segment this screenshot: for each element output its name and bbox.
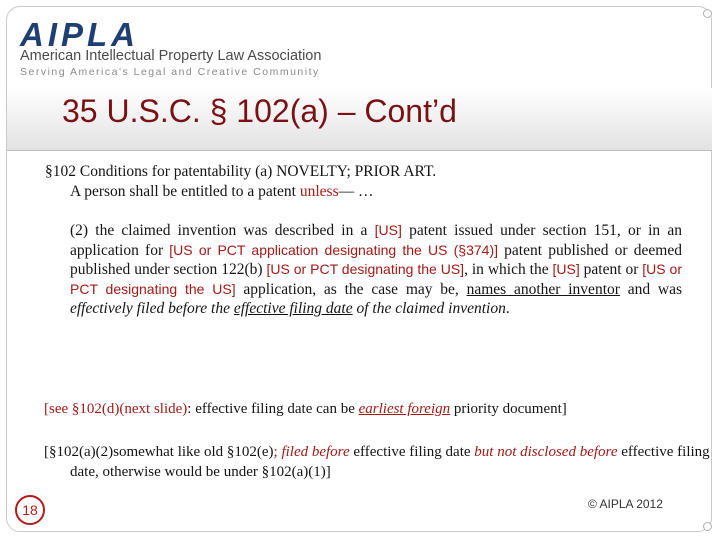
statute-heading: §102 Conditions for patentability (a) NOVELTY; PRIOR ART. (45, 163, 437, 180)
corner-dot-bottom-right (703, 522, 712, 531)
clause-text: patent or (579, 261, 643, 279)
bracket-insert: [US] (552, 261, 580, 278)
clause-period: . (505, 300, 510, 318)
note-text: effective filing date, otherwise would be under §102(a)(1)] (70, 444, 710, 480)
bracket-insert: [US] (374, 222, 402, 238)
bracket-insert: [US or PCT application designating the US (§374)] (169, 241, 498, 258)
clause-text: (2) the claimed invention was described in a (70, 222, 375, 239)
statute-lead-end: — … (338, 183, 374, 200)
note-reference: [see §102(d)(next slide) (44, 401, 188, 417)
clause-text: patent issued under section 151, or in an application for (70, 222, 683, 259)
note-text: : effective filing date can be (187, 401, 359, 417)
note-old-102e (44, 443, 720, 482)
note-text: priority document] (450, 401, 567, 417)
slide-number-badge: 18 (15, 495, 45, 525)
earliest-foreign-term: earliest foreign (358, 401, 451, 417)
clause-text: patent published or deemed published under section 122(b) (70, 241, 682, 279)
statute-lead-text: A person shall be entitled to a patent (70, 183, 296, 200)
effectively-filed-phrase: effectively filed before the (70, 300, 234, 318)
clause-text: application, as the case may be, (235, 280, 467, 298)
logo-wordmark: AIPLA (20, 16, 139, 53)
clause-2 (70, 221, 682, 319)
not-disclosed-phrase: but not disclosed before (474, 444, 618, 460)
logo-tagline: Serving America's Legal and Creative Community (20, 66, 320, 78)
note-see-102d (44, 400, 710, 420)
names-another-inventor: names another inventor (466, 280, 620, 298)
note-text: ; (273, 444, 282, 460)
filed-before-phrase: filed before (281, 444, 350, 460)
copyright-notice: © AIPLA 2012 (588, 497, 663, 511)
clause-text: , in which the (464, 261, 553, 279)
clause-text: and was (619, 280, 682, 298)
corner-dot-top-right (703, 9, 712, 18)
note-text: [§102(a)(2)somewhat like old §102(e) (44, 444, 274, 460)
note-text: effective filing date (349, 444, 475, 460)
bracket-insert: [US or PCT designating the US] (266, 261, 465, 278)
claimed-invention-phrase: of the claimed invention (352, 300, 506, 318)
slide-title: 35 U.S.C. § 102(a) – Cont’d (62, 93, 457, 129)
bracket-insert: [US or PCT designating the US] (70, 261, 682, 297)
logo-organization-name: American Intellectual Property Law Association (20, 48, 322, 64)
statute-lead (70, 182, 710, 202)
effective-filing-date-term: effective filing date (233, 300, 353, 318)
unless-emphasis: unless (299, 183, 339, 200)
